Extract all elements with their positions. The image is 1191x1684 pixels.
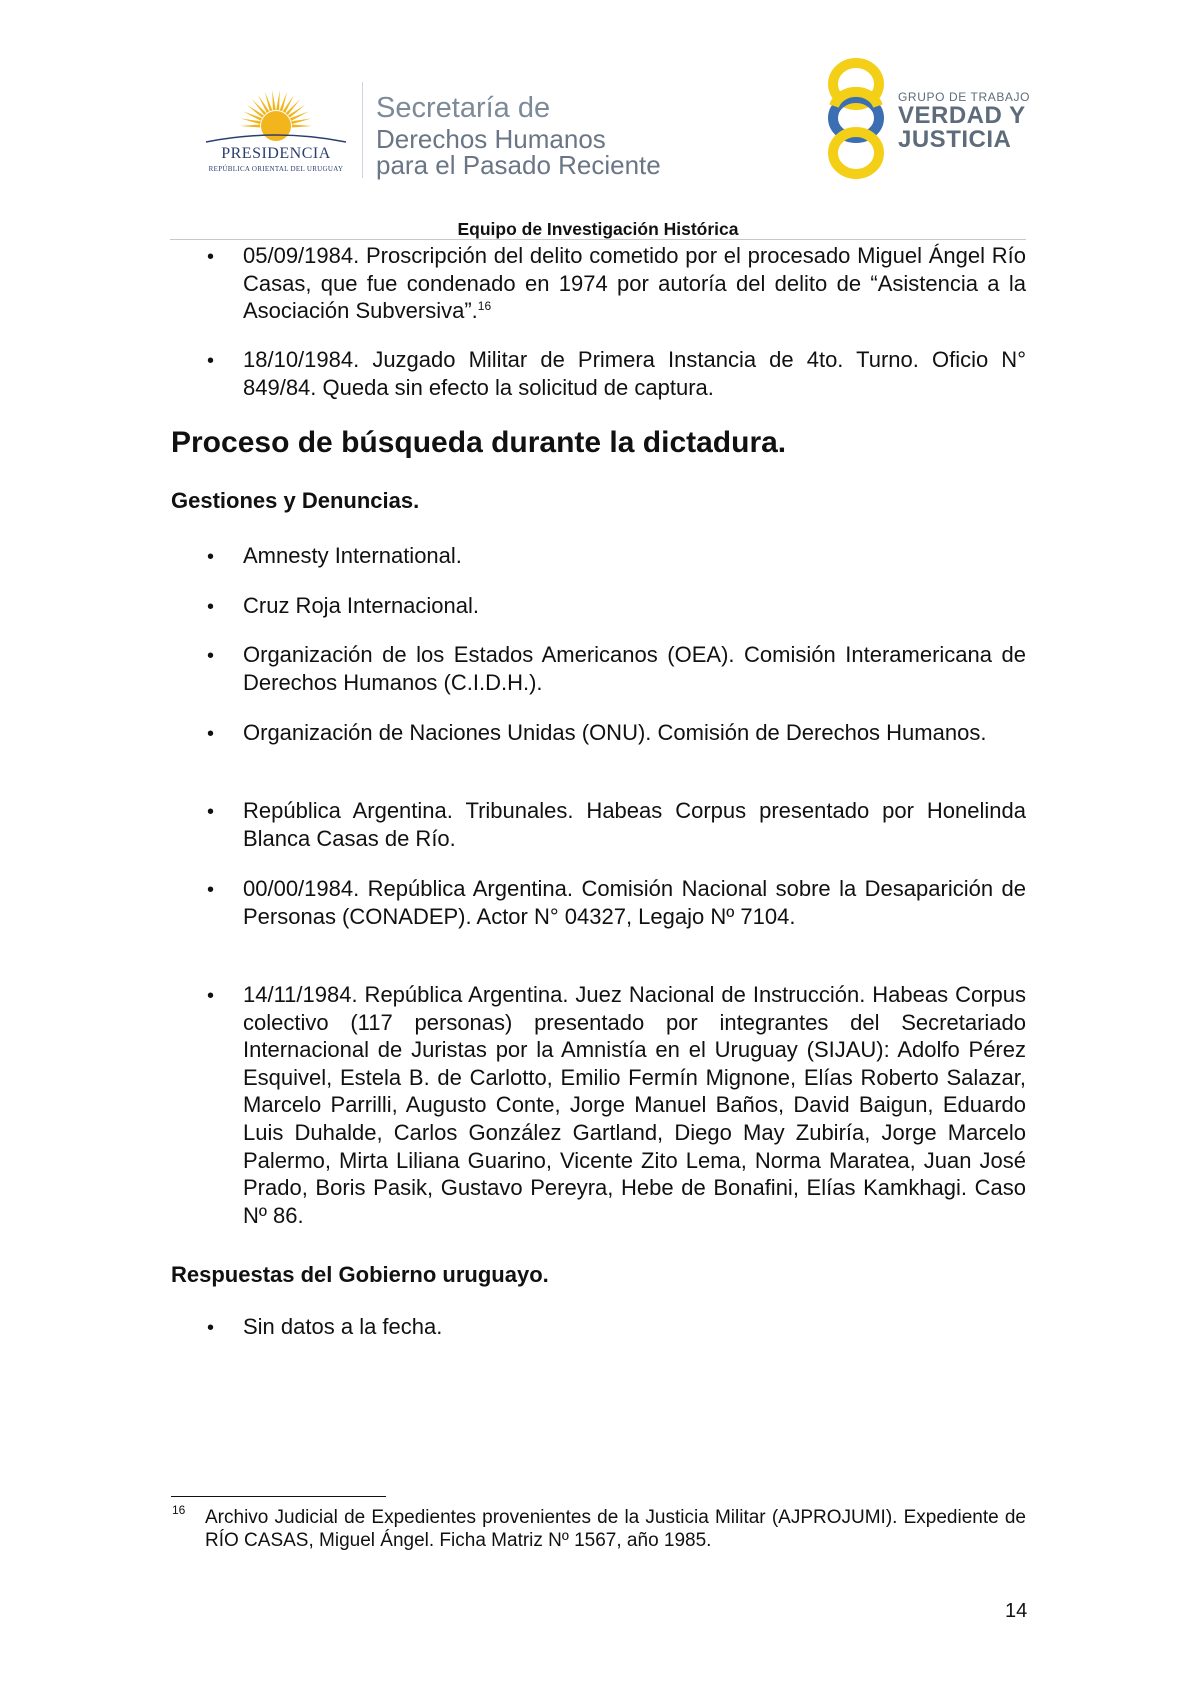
- bullet-marker: •: [207, 801, 215, 823]
- bullet-marker: •: [207, 985, 215, 1007]
- secretaria-line-1: Secretaría de: [376, 92, 551, 124]
- sun-ray: [241, 119, 261, 125]
- presidencia-logo-text: PRESIDENCIA: [221, 145, 331, 162]
- list-item: 00/00/1984. República Argentina. Comisión Nacional sobre la Desaparición de Personas (CONADEP). Actor N° 04327, Legajo Nº 7104.: [243, 876, 1026, 929]
- bullet-marker: •: [207, 723, 215, 745]
- subsection-title-gestiones: Gestiones y Denuncias.: [171, 488, 420, 513]
- sun-ray: [292, 125, 312, 128]
- secretaria-line-2: Derechos Humanos: [376, 124, 606, 154]
- list-item: 14/11/1984. República Argentina. Juez Nacional de Instrucción. Habeas Corpus colectivo (117 personas) presentado por integrantes del Secretariado Internacional de Juristas por la Amnistía en el Uruguay (SIJAU): Adolfo Pérez Esquivel, Estela B. de Carlotto, Emilio Fermín Mignone, Elías Roberto Salazar, Marcelo Parrilli, Augusto Conte, Jorge Manuel Baños, David Baigun, Eduardo Luis Duhalde, Carlos González Gartland, Diego May Zubiría, Jorge Marcelo Palermo, Mirta Liliana Guarino, Vicente Zito Lema, Norma Maratea, Juan José Prado, Boris Pasik, Gustavo Pereyra, Hebe de Bonafini, Elías Kamkhagi. Caso Nº 86.: [243, 982, 1026, 1228]
- page-number: 14: [1005, 1600, 1028, 1622]
- bullet-marker: •: [207, 246, 215, 268]
- vyj-logo-line-3: JUSTICIA: [898, 126, 1012, 153]
- list-item: Organización de Naciones Unidas (ONU). Comisión de Derechos Humanos.: [243, 720, 987, 745]
- footnote-text: Archivo Judicial de Expedientes provenientes de la Justicia Militar (AJPROJUMI). Expediente de RÍO CASAS, Miguel Ángel. Ficha Matriz Nº 1567, año 1985.: [205, 1507, 1026, 1551]
- list-item: Cruz Roja Internacional.: [243, 593, 480, 618]
- presidencia-logo-subtext: REPÚBLICA ORIENTAL DEL URUGUAY: [208, 165, 344, 173]
- header-divider: [362, 82, 363, 178]
- list-item-proscripcion: 05/09/1984. Proscripción del delito cometido por el procesado Miguel Ángel Río Casas, que fue condenado en 1974 por autoría del delito de “Asistencia a la Asociación Subversiva”.$^{16}$: [243, 243, 1026, 324]
- section-title: Proceso de búsqueda durante la dictadura.: [171, 426, 787, 459]
- list-item-juzgado-militar: 18/10/1984. Juzgado Militar de Primera Instancia de 4to. Turno. Oficio N° 849/84. Queda sin efecto la solicitud de captura.: [243, 347, 1026, 400]
- bullet-marker: •: [207, 596, 215, 618]
- sun-ray: [240, 125, 260, 128]
- list-item: Organización de los Estados Americanos (OEA). Comisión Interamericana de Derechos Humanos (C.I.D.H.).: [243, 642, 1026, 695]
- document-running-header: Equipo de Investigación Histórica: [457, 219, 739, 239]
- footnote-separator: [171, 1496, 386, 1497]
- bullet-marker: •: [207, 645, 215, 667]
- list-item: República Argentina. Tribunales. Habeas Corpus presentado por Honelinda Blanca Casas de Río.: [243, 798, 1026, 851]
- sun-ray: [258, 95, 269, 113]
- bullet-marker: •: [207, 350, 215, 372]
- subsection-title-respuestas: Respuestas del Gobierno uruguayo.: [171, 1262, 549, 1287]
- bullet-marker: •: [207, 1317, 215, 1339]
- vyj-logo-line-1: GRUPO DE TRABAJO: [898, 90, 1031, 104]
- verdad-justicia-rings-logo: [822, 56, 898, 182]
- bullet-marker: •: [207, 879, 215, 901]
- vyj-logo-line-2: VERDAD Y: [898, 102, 1026, 129]
- list-item: Amnesty International.: [243, 543, 462, 568]
- secretaria-line-3: para el Pasado Reciente: [376, 150, 661, 180]
- list-item: Sin datos a la fecha.: [243, 1314, 443, 1339]
- header-rule: [170, 239, 1026, 240]
- bullet-marker: •: [207, 546, 215, 568]
- sun-ray: [276, 90, 280, 110]
- footnote-number: 16: [172, 1503, 186, 1517]
- sun-ray: [283, 95, 294, 113]
- sun-ray: [272, 90, 276, 110]
- footnote-reference: 16: [477, 299, 492, 314]
- sun-ray: [291, 119, 311, 125]
